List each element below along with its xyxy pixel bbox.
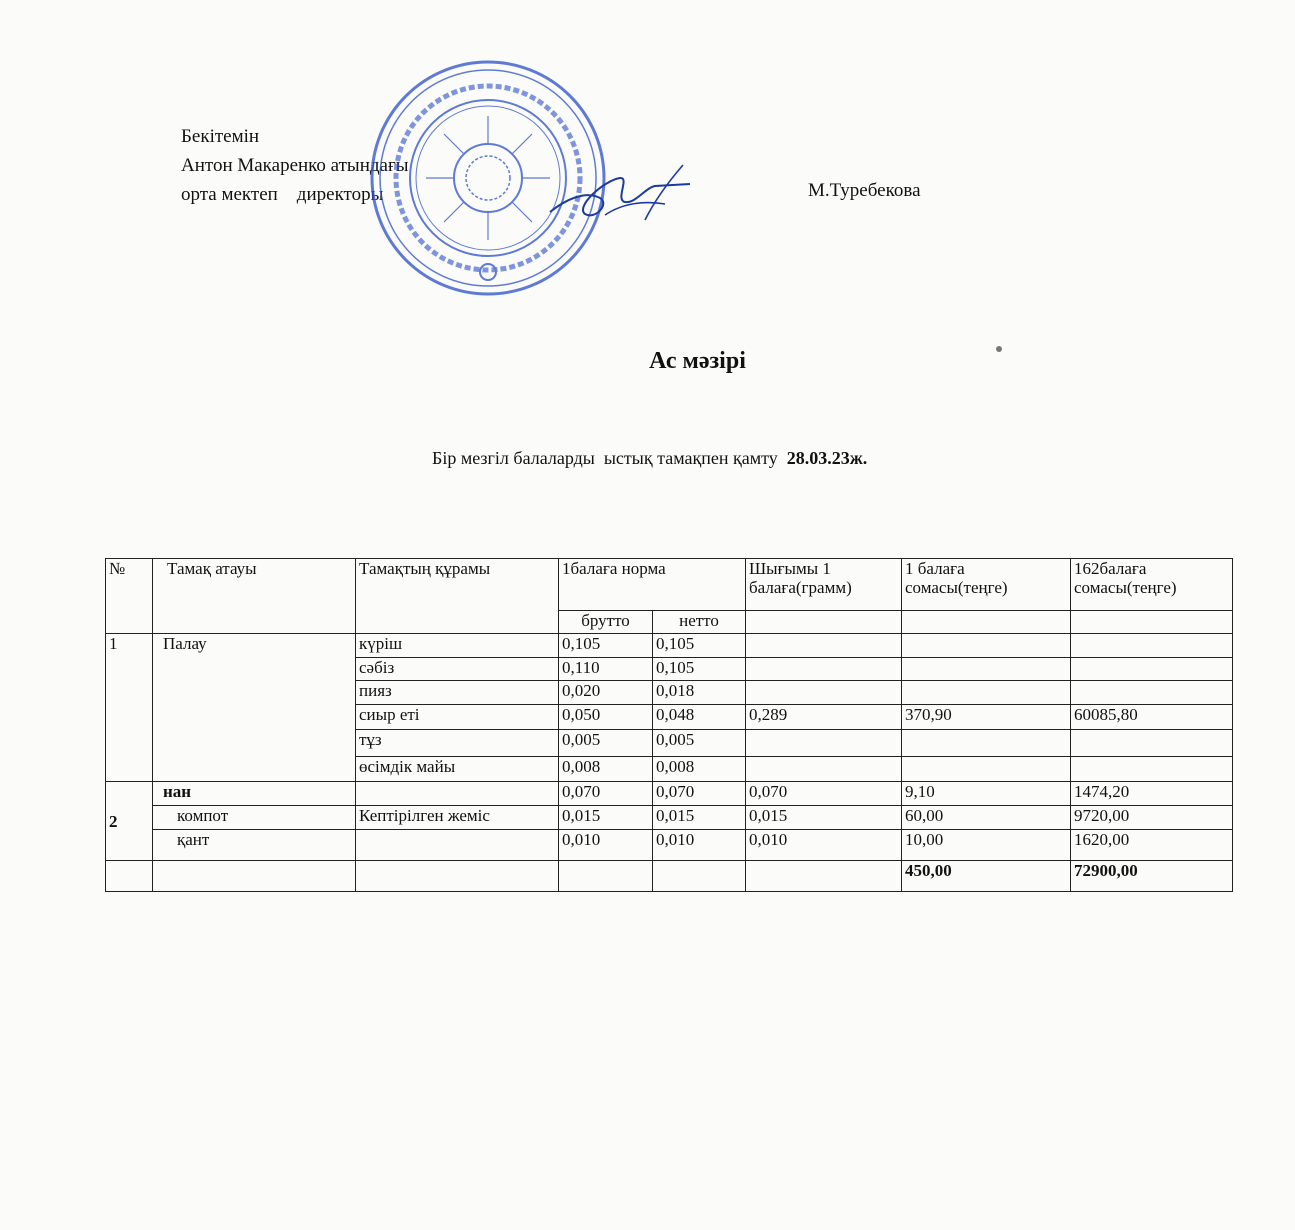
director-name: М.Туребекова [808,180,921,201]
netto: 0,015 [653,806,746,830]
header-food-name: Тамақ атауы [153,559,356,634]
table-row [106,782,1233,806]
per-child-sum [902,681,1071,705]
document-subtitle [432,448,867,469]
empty-cell [902,611,1071,634]
total-sum: 60085,80 [1071,705,1233,730]
empty-cell [153,861,356,892]
per-child-sum: 10,00 [902,830,1071,861]
school-name: Антон Макаренко атындағы [181,155,409,176]
per-child-sum: 370,90 [902,705,1071,730]
ingredient: сәбіз [356,658,559,681]
empty-cell [559,861,653,892]
food-name: компот [153,806,356,830]
empty-cell [746,611,902,634]
netto: 0,005 [653,730,746,757]
total-sum [1071,634,1233,658]
netto: 0,105 [653,634,746,658]
ingredient [356,830,559,861]
total-sum [1071,730,1233,757]
table-row [106,830,1233,861]
per-child-sum [902,658,1071,681]
output: 0,070 [746,782,902,806]
output [746,681,902,705]
brutto: 0,070 [559,782,653,806]
brutto: 0,015 [559,806,653,830]
row-number: 1 [106,634,153,782]
header-brutto: брутто [559,611,653,634]
per-child-sum [902,730,1071,757]
total-sum [1071,681,1233,705]
total-sum [1071,757,1233,782]
output: 0,289 [746,705,902,730]
header-total-sum: 162балаға сомасы(теңге) [1071,559,1233,611]
output: 0,010 [746,830,902,861]
empty-cell [356,861,559,892]
output: 0,015 [746,806,902,830]
totals-row [106,861,1233,892]
header-per-child-sum: 1 балаға сомасы(теңге) [902,559,1071,611]
ingredient: тұз [356,730,559,757]
netto: 0,008 [653,757,746,782]
brutto: 0,008 [559,757,653,782]
ingredient: Кептірілген жеміс [356,806,559,830]
total-sum: 1474,20 [1071,782,1233,806]
netto: 0,070 [653,782,746,806]
food-name: нан [153,782,356,806]
brutto: 0,020 [559,681,653,705]
director-title: орта мектеп директоры [181,184,384,205]
ingredient: күріш [356,634,559,658]
output [746,634,902,658]
food-name: қант [153,830,356,861]
netto: 0,105 [653,658,746,681]
per-child-sum: 9,10 [902,782,1071,806]
total-sum [1071,658,1233,681]
document-title: Ас мәзірі [649,348,746,374]
brutto: 0,105 [559,634,653,658]
total-per-child-sum: 450,00 [902,861,1071,892]
ingredient: өсімдік майы [356,757,559,782]
empty-cell [746,861,902,892]
netto: 0,048 [653,705,746,730]
header-netto: нетто [653,611,746,634]
brutto: 0,110 [559,658,653,681]
empty-cell [653,861,746,892]
scan-speck [996,346,1002,352]
table-row [106,634,1233,658]
header-number: № [106,559,153,634]
row-number: 2 [106,782,153,861]
output [746,757,902,782]
ingredient: пияз [356,681,559,705]
menu-table [105,558,1233,892]
per-child-sum: 60,00 [902,806,1071,830]
ingredient [356,782,559,806]
per-child-sum [902,757,1071,782]
grand-total-sum: 72900,00 [1071,861,1233,892]
approval-label: Бекітемін [181,126,260,147]
header-norm: 1балаға норма [559,559,746,611]
table-row [106,806,1233,830]
total-sum: 9720,00 [1071,806,1233,830]
header-output: Шығымы 1 балаға(грамм) [746,559,902,611]
brutto: 0,050 [559,705,653,730]
ingredient: сиыр еті [356,705,559,730]
director-signature [545,160,695,230]
per-child-sum [902,634,1071,658]
output [746,658,902,681]
brutto: 0,005 [559,730,653,757]
netto: 0,010 [653,830,746,861]
output [746,730,902,757]
food-name: Палау [153,634,356,782]
empty-cell [1071,611,1233,634]
empty-cell [106,861,153,892]
brutto: 0,010 [559,830,653,861]
subtitle-text: Бір мезгіл балаларды ыстық тамақпен қамту [432,448,783,468]
total-sum: 1620,00 [1071,830,1233,861]
netto: 0,018 [653,681,746,705]
header-composition: Тамақтың құрамы [356,559,559,634]
subtitle-date: 28.03.23ж. [786,448,868,468]
